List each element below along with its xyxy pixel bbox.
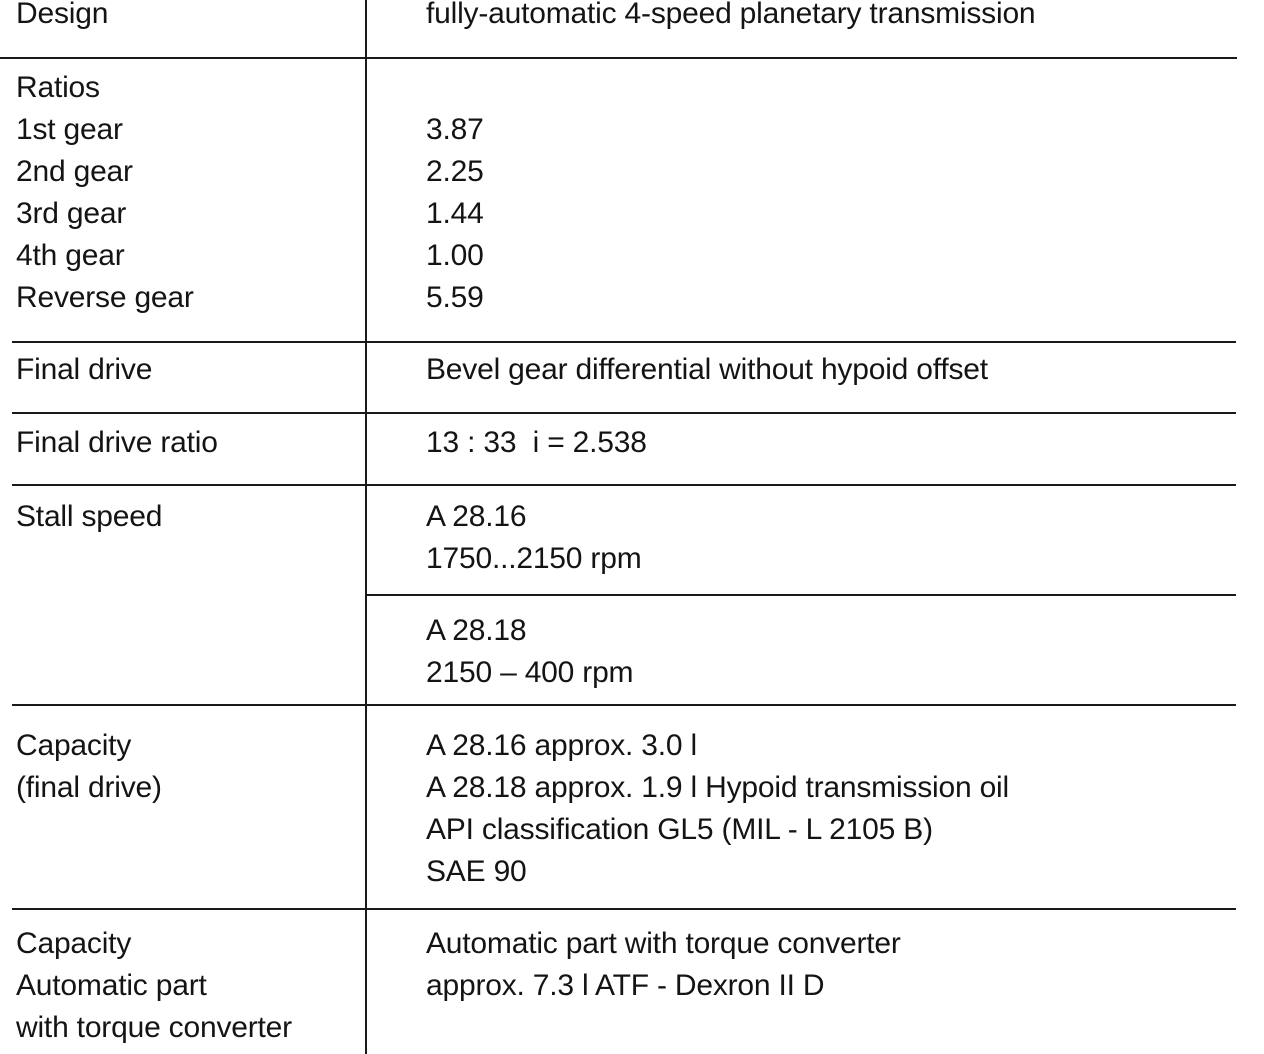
capacity-final-drive-value-line-4: SAE 90 — [426, 855, 527, 888]
ratio-3rd-label: 3rd gear — [16, 197, 127, 230]
ratio-4th-label: 4th gear — [16, 239, 125, 272]
stall-speed-label: Stall speed — [16, 500, 163, 533]
capacity-final-drive-value-line-1: A 28.16 approx. 3.0 l — [426, 729, 698, 762]
stall-speed-value-1: 1750...2150 rpm — [426, 542, 642, 575]
ratio-reverse-label: Reverse gear — [16, 281, 194, 314]
column-divider — [365, 0, 367, 1054]
ratio-3rd-value: 1.44 — [426, 197, 484, 230]
ratio-reverse-value: 5.59 — [426, 281, 484, 314]
capacity-automatic-label-line-2: Automatic part — [16, 969, 207, 1002]
design-label: Design — [16, 0, 109, 30]
ratio-4th-value: 1.00 — [426, 239, 484, 272]
row-divider — [0, 57, 1237, 59]
final-drive-value: Bevel gear differential without hypoid offset — [426, 353, 988, 386]
capacity-automatic-label-line-3: with torque converter — [16, 1011, 292, 1044]
ratios-label: Ratios — [16, 71, 100, 104]
stall-speed-model-2: A 28.18 — [426, 614, 527, 647]
ratio-1st-value: 3.87 — [426, 113, 484, 146]
row-divider — [12, 484, 1236, 486]
final-drive-label: Final drive — [16, 353, 153, 386]
capacity-final-drive-label-line-1: Capacity — [16, 729, 132, 762]
row-divider — [12, 341, 1236, 343]
final-drive-ratio-label: Final drive ratio — [16, 426, 218, 459]
capacity-automatic-value-line-2: approx. 7.3 l ATF - Dexron II D — [426, 969, 825, 1002]
ratio-2nd-label: 2nd gear — [16, 155, 133, 188]
stall-speed-model-1: A 28.16 — [426, 500, 527, 533]
capacity-final-drive-value-line-3: API classification GL5 (MIL - L 2105 B) — [426, 813, 933, 846]
row-divider — [12, 412, 1236, 414]
capacity-automatic-label-line-1: Capacity — [16, 927, 132, 960]
sub-row-divider — [365, 594, 1236, 596]
row-divider — [12, 704, 1236, 706]
ratio-1st-label: 1st gear — [16, 113, 123, 146]
ratio-2nd-value: 2.25 — [426, 155, 484, 188]
capacity-automatic-value-line-1: Automatic part with torque converter — [426, 927, 901, 960]
capacity-final-drive-label-line-2: (final drive) — [16, 771, 162, 804]
stall-speed-value-2: 2150 – 400 rpm — [426, 656, 634, 689]
capacity-final-drive-value-line-2: A 28.18 approx. 1.9 l Hypoid transmission oil — [426, 771, 1009, 804]
design-value: fully-automatic 4-speed planetary transmission — [426, 0, 1036, 30]
row-divider — [12, 908, 1236, 910]
final-drive-ratio-value: 13 : 33 i = 2.538 — [426, 426, 647, 459]
